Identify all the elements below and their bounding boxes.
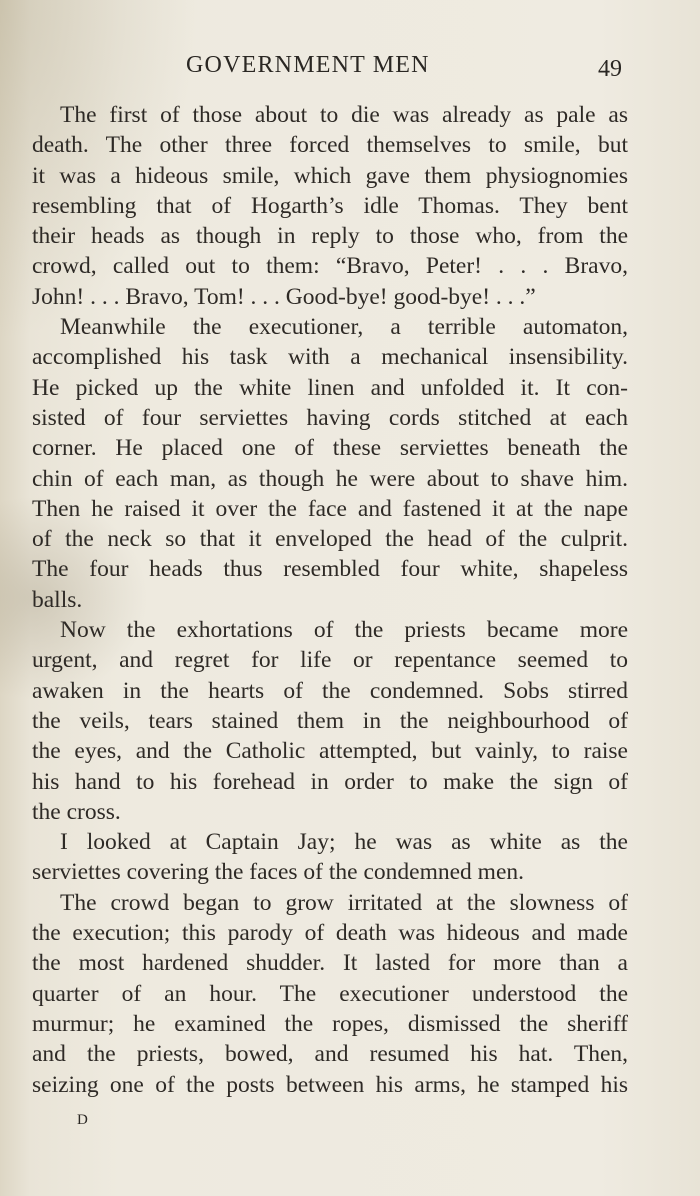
text-line: Now the exhortations of the priests became more [60, 617, 628, 644]
text-line: quarter of an hour. The executioner understood the [32, 980, 628, 1007]
text-line: awaken in the hearts of the condemned. Sobs stirred [32, 677, 628, 704]
text-line: the execution; this parody of death was hideous and made [32, 920, 628, 947]
text-line: their heads as though in reply to those who, from the [32, 223, 628, 250]
text-line: it was a hideous smile, which gave them physiognomies [32, 162, 628, 189]
text-line: The four heads thus resembled four white, shapeless [32, 556, 628, 583]
text-line: He picked up the white linen and unfolded it. It con- [32, 374, 628, 401]
running-title: GOVERNMENT MEN [186, 52, 430, 78]
text-line: balls. [32, 586, 83, 613]
text-line: The first of those about to die was already as pale as [60, 102, 628, 128]
text-line: the eyes, and the Catholic attempted, but vainly, to raise [32, 738, 628, 765]
text-line: urgent, and regret for life or repentance seemed to [32, 647, 628, 674]
text-line: corner. He placed one of these serviettes beneath the [32, 435, 628, 462]
text-line: chin of each man, as though he were about to shave him. [32, 465, 628, 492]
text-line: sisted of four serviettes having cords stitched at each [32, 404, 628, 431]
text-line: Then he raised it over the face and fastened it at the nape [32, 495, 628, 522]
text-line: the most hardened shudder. It lasted for more than a [32, 950, 628, 977]
text-line: Meanwhile the executioner, a terrible automaton, [60, 314, 628, 341]
text-line: and the priests, bowed, and resumed his hat. Then, [32, 1041, 628, 1068]
text-line: the cross. [32, 798, 121, 825]
text-line: the veils, tears stained them in the neighbourhood of [32, 707, 628, 734]
signature-mark: D [77, 1112, 89, 1128]
text-line: crowd, called out to them: “Bravo, Peter! . . . Bravo, [32, 253, 628, 280]
text-line: accomplished his task with a mechanical insensibility. [32, 344, 628, 371]
text-line: seizing one of the posts between his arms, he stamped his [32, 1071, 628, 1098]
text-line: death. The other three forced themselves to smile, but [32, 132, 628, 159]
text-line: The crowd began to grow irritated at the slowness of [60, 889, 628, 916]
text-line: his hand to his forehead in order to make the sign of [32, 768, 628, 795]
page-number: 49 [598, 56, 622, 82]
text-line: serviettes covering the faces of the condemned men. [32, 859, 524, 886]
text-line: John! . . . Bravo, Tom! . . . Good-bye! good-bye! . . .” [32, 283, 536, 310]
text-line: murmur; he examined the ropes, dismissed the sheriff [32, 1010, 628, 1037]
text-line: I looked at Captain Jay; he was as white as the [60, 829, 628, 856]
text-line: resembling that of Hogarth’s idle Thomas. They bent [32, 192, 628, 219]
text-line: of the neck so that it enveloped the head of the culprit. [32, 526, 628, 553]
body-text [32, 100, 628, 1100]
